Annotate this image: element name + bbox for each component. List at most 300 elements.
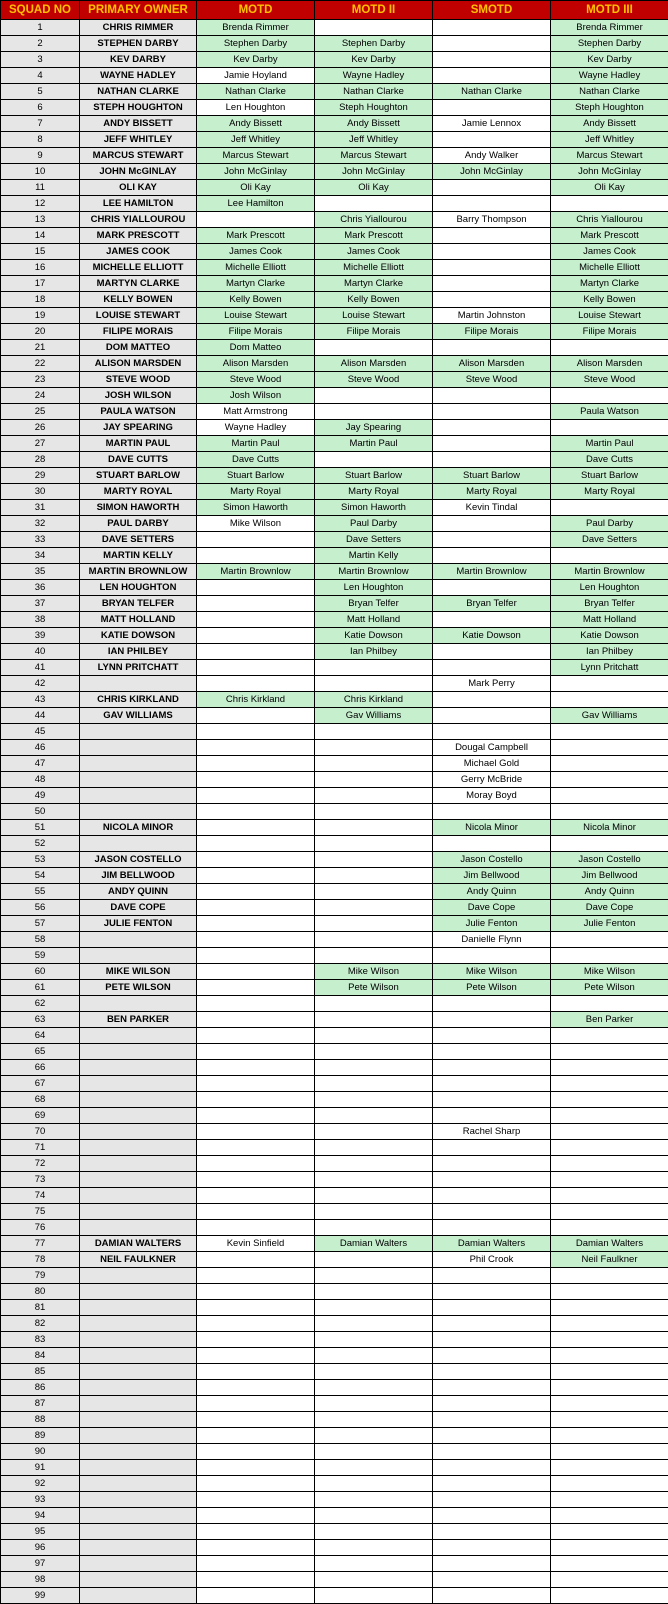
primary-owner-cell[interactable]: STEPHEN DARBY	[80, 36, 197, 52]
motd-iii-cell[interactable]	[551, 788, 668, 804]
motd-cell[interactable]	[197, 756, 315, 772]
squad-no-cell[interactable]: 68	[1, 1092, 80, 1108]
motd-ii-cell[interactable]	[315, 1460, 433, 1476]
motd-ii-cell[interactable]: Stuart Barlow	[315, 468, 433, 484]
motd-cell[interactable]	[197, 1044, 315, 1060]
primary-owner-cell[interactable]: STEPH HOUGHTON	[80, 100, 197, 116]
primary-owner-cell[interactable]	[80, 1124, 197, 1140]
smotd-cell[interactable]: Michael Gold	[433, 756, 551, 772]
motd-cell[interactable]	[197, 1492, 315, 1508]
smotd-cell[interactable]	[433, 804, 551, 820]
motd-iii-cell[interactable]: Nicola Minor	[551, 820, 668, 836]
motd-iii-cell[interactable]	[551, 932, 668, 948]
smotd-cell[interactable]: Julie Fenton	[433, 916, 551, 932]
squad-no-cell[interactable]: 97	[1, 1556, 80, 1572]
motd-iii-cell[interactable]	[551, 1028, 668, 1044]
smotd-cell[interactable]: Phil Crook	[433, 1252, 551, 1268]
squad-no-cell[interactable]: 52	[1, 836, 80, 852]
motd-iii-cell[interactable]	[551, 676, 668, 692]
smotd-cell[interactable]	[433, 580, 551, 596]
smotd-cell[interactable]	[433, 1524, 551, 1540]
squad-no-cell[interactable]: 46	[1, 740, 80, 756]
motd-iii-cell[interactable]	[551, 1588, 668, 1604]
smotd-cell[interactable]	[433, 1588, 551, 1604]
squad-no-cell[interactable]: 72	[1, 1156, 80, 1172]
primary-owner-cell[interactable]: STEVE WOOD	[80, 372, 197, 388]
motd-ii-cell[interactable]: Matt Holland	[315, 612, 433, 628]
smotd-cell[interactable]	[433, 1076, 551, 1092]
motd-iii-cell[interactable]	[551, 836, 668, 852]
smotd-cell[interactable]: Martin Brownlow	[433, 564, 551, 580]
smotd-cell[interactable]	[433, 708, 551, 724]
motd-ii-cell[interactable]	[315, 1572, 433, 1588]
squad-no-cell[interactable]: 61	[1, 980, 80, 996]
motd-iii-cell[interactable]: Len Houghton	[551, 580, 668, 596]
squad-no-cell[interactable]: 74	[1, 1188, 80, 1204]
motd-ii-cell[interactable]	[315, 756, 433, 772]
squad-no-cell[interactable]: 56	[1, 900, 80, 916]
primary-owner-cell[interactable]	[80, 788, 197, 804]
motd-ii-cell[interactable]	[315, 1044, 433, 1060]
squad-no-cell[interactable]: 95	[1, 1524, 80, 1540]
motd-iii-cell[interactable]	[551, 1140, 668, 1156]
smotd-cell[interactable]: Jim Bellwood	[433, 868, 551, 884]
squad-no-cell[interactable]: 33	[1, 532, 80, 548]
motd-ii-cell[interactable]: Ian Philbey	[315, 644, 433, 660]
squad-no-cell[interactable]: 28	[1, 452, 80, 468]
primary-owner-cell[interactable]	[80, 1044, 197, 1060]
motd-ii-cell[interactable]	[315, 852, 433, 868]
primary-owner-cell[interactable]	[80, 1028, 197, 1044]
primary-owner-cell[interactable]: JAMES COOK	[80, 244, 197, 260]
motd-cell[interactable]	[197, 1588, 315, 1604]
smotd-cell[interactable]	[433, 996, 551, 1012]
squad-no-cell[interactable]: 71	[1, 1140, 80, 1156]
motd-ii-cell[interactable]	[315, 868, 433, 884]
smotd-cell[interactable]	[433, 68, 551, 84]
squad-no-cell[interactable]: 23	[1, 372, 80, 388]
motd-cell[interactable]	[197, 884, 315, 900]
primary-owner-cell[interactable]: KATIE DOWSON	[80, 628, 197, 644]
motd-iii-cell[interactable]: Filipe Morais	[551, 324, 668, 340]
motd-ii-cell[interactable]	[315, 804, 433, 820]
smotd-cell[interactable]	[433, 36, 551, 52]
motd-cell[interactable]	[197, 1252, 315, 1268]
motd-iii-cell[interactable]: Jim Bellwood	[551, 868, 668, 884]
motd-ii-cell[interactable]	[315, 820, 433, 836]
primary-owner-cell[interactable]: PETE WILSON	[80, 980, 197, 996]
smotd-cell[interactable]: Pete Wilson	[433, 980, 551, 996]
motd-cell[interactable]: Andy Bissett	[197, 116, 315, 132]
squad-no-cell[interactable]: 88	[1, 1412, 80, 1428]
squad-no-cell[interactable]: 37	[1, 596, 80, 612]
smotd-cell[interactable]	[433, 1268, 551, 1284]
squad-no-cell[interactable]: 90	[1, 1444, 80, 1460]
motd-ii-cell[interactable]	[315, 1252, 433, 1268]
motd-ii-cell[interactable]: James Cook	[315, 244, 433, 260]
squad-no-cell[interactable]: 76	[1, 1220, 80, 1236]
squad-no-cell[interactable]: 89	[1, 1428, 80, 1444]
primary-owner-cell[interactable]: LEE HAMILTON	[80, 196, 197, 212]
motd-ii-cell[interactable]	[315, 20, 433, 36]
motd-cell[interactable]	[197, 804, 315, 820]
motd-ii-cell[interactable]: Stephen Darby	[315, 36, 433, 52]
motd-iii-cell[interactable]	[551, 1444, 668, 1460]
motd-iii-cell[interactable]	[551, 1284, 668, 1300]
primary-owner-cell[interactable]	[80, 1092, 197, 1108]
primary-owner-cell[interactable]: IAN PHILBEY	[80, 644, 197, 660]
motd-iii-cell[interactable]	[551, 1524, 668, 1540]
squad-no-cell[interactable]: 19	[1, 308, 80, 324]
primary-owner-cell[interactable]	[80, 1140, 197, 1156]
motd-ii-cell[interactable]	[315, 1300, 433, 1316]
smotd-cell[interactable]	[433, 100, 551, 116]
primary-owner-cell[interactable]: DAVE SETTERS	[80, 532, 197, 548]
motd-cell[interactable]	[197, 1284, 315, 1300]
squad-no-cell[interactable]: 50	[1, 804, 80, 820]
squad-no-cell[interactable]: 42	[1, 676, 80, 692]
squad-no-cell[interactable]: 92	[1, 1476, 80, 1492]
squad-no-cell[interactable]: 16	[1, 260, 80, 276]
primary-owner-cell[interactable]: SIMON HAWORTH	[80, 500, 197, 516]
primary-owner-cell[interactable]: FILIPE MORAIS	[80, 324, 197, 340]
motd-cell[interactable]: Filipe Morais	[197, 324, 315, 340]
motd-iii-cell[interactable]	[551, 1492, 668, 1508]
smotd-cell[interactable]: Alison Marsden	[433, 356, 551, 372]
motd-ii-cell[interactable]	[315, 1028, 433, 1044]
smotd-cell[interactable]	[433, 20, 551, 36]
squad-no-cell[interactable]: 38	[1, 612, 80, 628]
motd-iii-cell[interactable]	[551, 420, 668, 436]
primary-owner-cell[interactable]	[80, 1556, 197, 1572]
motd-iii-cell[interactable]	[551, 1396, 668, 1412]
motd-ii-cell[interactable]: Kelly Bowen	[315, 292, 433, 308]
primary-owner-cell[interactable]: NATHAN CLARKE	[80, 84, 197, 100]
smotd-cell[interactable]	[433, 1316, 551, 1332]
motd-ii-cell[interactable]	[315, 196, 433, 212]
motd-iii-cell[interactable]	[551, 1428, 668, 1444]
motd-iii-cell[interactable]: Marty Royal	[551, 484, 668, 500]
motd-ii-cell[interactable]: Len Houghton	[315, 580, 433, 596]
primary-owner-cell[interactable]: WAYNE HADLEY	[80, 68, 197, 84]
smotd-cell[interactable]	[433, 1412, 551, 1428]
motd-ii-cell[interactable]	[315, 1204, 433, 1220]
motd-iii-cell[interactable]	[551, 1172, 668, 1188]
header-motd-iii[interactable]: MOTD III	[551, 1, 668, 20]
smotd-cell[interactable]	[433, 1204, 551, 1220]
primary-owner-cell[interactable]	[80, 1220, 197, 1236]
squad-no-cell[interactable]: 39	[1, 628, 80, 644]
motd-ii-cell[interactable]: Marty Royal	[315, 484, 433, 500]
smotd-cell[interactable]	[433, 548, 551, 564]
motd-cell[interactable]: James Cook	[197, 244, 315, 260]
motd-ii-cell[interactable]	[315, 740, 433, 756]
motd-ii-cell[interactable]	[315, 1172, 433, 1188]
motd-ii-cell[interactable]	[315, 1124, 433, 1140]
motd-cell[interactable]	[197, 212, 315, 228]
squad-no-cell[interactable]: 25	[1, 404, 80, 420]
primary-owner-cell[interactable]	[80, 1444, 197, 1460]
smotd-cell[interactable]	[433, 1140, 551, 1156]
motd-ii-cell[interactable]	[315, 660, 433, 676]
smotd-cell[interactable]	[433, 1220, 551, 1236]
squad-no-cell[interactable]: 1	[1, 20, 80, 36]
squad-no-cell[interactable]: 14	[1, 228, 80, 244]
smotd-cell[interactable]	[433, 1556, 551, 1572]
squad-no-cell[interactable]: 44	[1, 708, 80, 724]
motd-cell[interactable]: Martin Paul	[197, 436, 315, 452]
motd-ii-cell[interactable]	[315, 1524, 433, 1540]
motd-iii-cell[interactable]	[551, 1300, 668, 1316]
motd-cell[interactable]	[197, 932, 315, 948]
primary-owner-cell[interactable]: BRYAN TELFER	[80, 596, 197, 612]
motd-ii-cell[interactable]: Filipe Morais	[315, 324, 433, 340]
motd-ii-cell[interactable]: Alison Marsden	[315, 356, 433, 372]
primary-owner-cell[interactable]: JAY SPEARING	[80, 420, 197, 436]
squad-no-cell[interactable]: 36	[1, 580, 80, 596]
motd-iii-cell[interactable]	[551, 1092, 668, 1108]
primary-owner-cell[interactable]: ANDY BISSETT	[80, 116, 197, 132]
primary-owner-cell[interactable]	[80, 1412, 197, 1428]
motd-iii-cell[interactable]	[551, 996, 668, 1012]
motd-cell[interactable]: Stuart Barlow	[197, 468, 315, 484]
squad-no-cell[interactable]: 8	[1, 132, 80, 148]
header-motd[interactable]: MOTD	[197, 1, 315, 20]
motd-ii-cell[interactable]: John McGinlay	[315, 164, 433, 180]
motd-iii-cell[interactable]	[551, 756, 668, 772]
primary-owner-cell[interactable]	[80, 836, 197, 852]
motd-cell[interactable]	[197, 1204, 315, 1220]
smotd-cell[interactable]: Marty Royal	[433, 484, 551, 500]
motd-ii-cell[interactable]: Bryan Telfer	[315, 596, 433, 612]
smotd-cell[interactable]	[433, 1108, 551, 1124]
motd-ii-cell[interactable]	[315, 388, 433, 404]
squad-no-cell[interactable]: 41	[1, 660, 80, 676]
motd-ii-cell[interactable]	[315, 340, 433, 356]
motd-cell[interactable]	[197, 1428, 315, 1444]
motd-iii-cell[interactable]	[551, 1380, 668, 1396]
motd-cell[interactable]	[197, 708, 315, 724]
motd-cell[interactable]	[197, 1412, 315, 1428]
motd-ii-cell[interactable]	[315, 916, 433, 932]
primary-owner-cell[interactable]: PAUL DARBY	[80, 516, 197, 532]
motd-iii-cell[interactable]: Ian Philbey	[551, 644, 668, 660]
motd-iii-cell[interactable]: Paul Darby	[551, 516, 668, 532]
header-squad-no[interactable]: SQUAD NO	[1, 1, 80, 20]
primary-owner-cell[interactable]: KELLY BOWEN	[80, 292, 197, 308]
motd-iii-cell[interactable]	[551, 1076, 668, 1092]
primary-owner-cell[interactable]: MARTIN KELLY	[80, 548, 197, 564]
motd-cell[interactable]	[197, 1332, 315, 1348]
motd-cell[interactable]: Mike Wilson	[197, 516, 315, 532]
motd-cell[interactable]: Kelly Bowen	[197, 292, 315, 308]
squad-no-cell[interactable]: 67	[1, 1076, 80, 1092]
motd-iii-cell[interactable]	[551, 692, 668, 708]
motd-cell[interactable]	[197, 1220, 315, 1236]
motd-ii-cell[interactable]: Marcus Stewart	[315, 148, 433, 164]
smotd-cell[interactable]	[433, 1492, 551, 1508]
motd-ii-cell[interactable]	[315, 948, 433, 964]
primary-owner-cell[interactable]: ANDY QUINN	[80, 884, 197, 900]
motd-iii-cell[interactable]: Mike Wilson	[551, 964, 668, 980]
squad-no-cell[interactable]: 62	[1, 996, 80, 1012]
smotd-cell[interactable]: Dave Cope	[433, 900, 551, 916]
primary-owner-cell[interactable]: KEV DARBY	[80, 52, 197, 68]
smotd-cell[interactable]	[433, 420, 551, 436]
squad-no-cell[interactable]: 73	[1, 1172, 80, 1188]
squad-no-cell[interactable]: 87	[1, 1396, 80, 1412]
motd-cell[interactable]: Kev Darby	[197, 52, 315, 68]
motd-ii-cell[interactable]	[315, 1476, 433, 1492]
motd-cell[interactable]	[197, 724, 315, 740]
motd-ii-cell[interactable]: Kev Darby	[315, 52, 433, 68]
motd-cell[interactable]	[197, 532, 315, 548]
smotd-cell[interactable]	[433, 1396, 551, 1412]
motd-iii-cell[interactable]: Michelle Elliott	[551, 260, 668, 276]
primary-owner-cell[interactable]	[80, 1188, 197, 1204]
motd-ii-cell[interactable]: Nathan Clarke	[315, 84, 433, 100]
motd-cell[interactable]: John McGinlay	[197, 164, 315, 180]
primary-owner-cell[interactable]: JEFF WHITLEY	[80, 132, 197, 148]
squad-no-cell[interactable]: 45	[1, 724, 80, 740]
motd-cell[interactable]	[197, 1124, 315, 1140]
motd-iii-cell[interactable]: Matt Holland	[551, 612, 668, 628]
smotd-cell[interactable]	[433, 436, 551, 452]
motd-ii-cell[interactable]: Mike Wilson	[315, 964, 433, 980]
smotd-cell[interactable]	[433, 644, 551, 660]
motd-cell[interactable]	[197, 548, 315, 564]
primary-owner-cell[interactable]	[80, 948, 197, 964]
primary-owner-cell[interactable]: GAV WILLIAMS	[80, 708, 197, 724]
motd-ii-cell[interactable]: Martin Kelly	[315, 548, 433, 564]
squad-no-cell[interactable]: 4	[1, 68, 80, 84]
primary-owner-cell[interactable]	[80, 1380, 197, 1396]
squad-no-cell[interactable]: 83	[1, 1332, 80, 1348]
motd-iii-cell[interactable]: Dave Cope	[551, 900, 668, 916]
squad-no-cell[interactable]: 59	[1, 948, 80, 964]
motd-ii-cell[interactable]: Andy Bissett	[315, 116, 433, 132]
motd-ii-cell[interactable]: Katie Dowson	[315, 628, 433, 644]
primary-owner-cell[interactable]	[80, 1364, 197, 1380]
motd-ii-cell[interactable]: Gav Williams	[315, 708, 433, 724]
squad-no-cell[interactable]: 82	[1, 1316, 80, 1332]
motd-cell[interactable]	[197, 820, 315, 836]
smotd-cell[interactable]: Kevin Tindal	[433, 500, 551, 516]
squad-no-cell[interactable]: 18	[1, 292, 80, 308]
motd-ii-cell[interactable]	[315, 1284, 433, 1300]
motd-cell[interactable]	[197, 1268, 315, 1284]
motd-ii-cell[interactable]	[315, 1412, 433, 1428]
motd-ii-cell[interactable]	[315, 1060, 433, 1076]
smotd-cell[interactable]	[433, 180, 551, 196]
squad-no-cell[interactable]: 98	[1, 1572, 80, 1588]
motd-iii-cell[interactable]: Gav Williams	[551, 708, 668, 724]
smotd-cell[interactable]: Danielle Flynn	[433, 932, 551, 948]
motd-ii-cell[interactable]	[315, 772, 433, 788]
motd-ii-cell[interactable]	[315, 1556, 433, 1572]
primary-owner-cell[interactable]: JOHN McGINLAY	[80, 164, 197, 180]
motd-iii-cell[interactable]	[551, 196, 668, 212]
motd-iii-cell[interactable]	[551, 1348, 668, 1364]
motd-iii-cell[interactable]: Martin Brownlow	[551, 564, 668, 580]
motd-iii-cell[interactable]	[551, 1412, 668, 1428]
motd-ii-cell[interactable]	[315, 884, 433, 900]
squad-no-cell[interactable]: 40	[1, 644, 80, 660]
squad-no-cell[interactable]: 13	[1, 212, 80, 228]
motd-ii-cell[interactable]: Martyn Clarke	[315, 276, 433, 292]
primary-owner-cell[interactable]: ALISON MARSDEN	[80, 356, 197, 372]
primary-owner-cell[interactable]: CHRIS YIALLOUROU	[80, 212, 197, 228]
primary-owner-cell[interactable]	[80, 1540, 197, 1556]
smotd-cell[interactable]	[433, 340, 551, 356]
motd-iii-cell[interactable]: Stuart Barlow	[551, 468, 668, 484]
motd-ii-cell[interactable]	[315, 1156, 433, 1172]
motd-cell[interactable]	[197, 1188, 315, 1204]
squad-no-cell[interactable]: 94	[1, 1508, 80, 1524]
motd-iii-cell[interactable]	[551, 772, 668, 788]
smotd-cell[interactable]	[433, 1060, 551, 1076]
motd-iii-cell[interactable]	[551, 500, 668, 516]
primary-owner-cell[interactable]: MARTYN CLARKE	[80, 276, 197, 292]
squad-no-cell[interactable]: 64	[1, 1028, 80, 1044]
motd-ii-cell[interactable]	[315, 1492, 433, 1508]
motd-ii-cell[interactable]: Chris Yiallourou	[315, 212, 433, 228]
motd-cell[interactable]: Dom Matteo	[197, 340, 315, 356]
smotd-cell[interactable]: Stuart Barlow	[433, 468, 551, 484]
smotd-cell[interactable]: Dougal Campbell	[433, 740, 551, 756]
motd-ii-cell[interactable]	[315, 1012, 433, 1028]
smotd-cell[interactable]	[433, 228, 551, 244]
motd-cell[interactable]	[197, 1348, 315, 1364]
motd-cell[interactable]: Nathan Clarke	[197, 84, 315, 100]
motd-iii-cell[interactable]: Ben Parker	[551, 1012, 668, 1028]
smotd-cell[interactable]: Jamie Lennox	[433, 116, 551, 132]
smotd-cell[interactable]	[433, 612, 551, 628]
motd-cell[interactable]	[197, 1316, 315, 1332]
motd-iii-cell[interactable]	[551, 1124, 668, 1140]
motd-cell[interactable]: Marty Royal	[197, 484, 315, 500]
squad-no-cell[interactable]: 12	[1, 196, 80, 212]
smotd-cell[interactable]	[433, 948, 551, 964]
smotd-cell[interactable]	[433, 724, 551, 740]
primary-owner-cell[interactable]	[80, 932, 197, 948]
smotd-cell[interactable]: Mark Perry	[433, 676, 551, 692]
squad-no-cell[interactable]: 27	[1, 436, 80, 452]
squad-no-cell[interactable]: 9	[1, 148, 80, 164]
motd-cell[interactable]	[197, 612, 315, 628]
motd-ii-cell[interactable]: Michelle Elliott	[315, 260, 433, 276]
motd-iii-cell[interactable]: Andy Bissett	[551, 116, 668, 132]
motd-cell[interactable]: Jamie Hoyland	[197, 68, 315, 84]
motd-ii-cell[interactable]	[315, 1508, 433, 1524]
primary-owner-cell[interactable]: JOSH WILSON	[80, 388, 197, 404]
motd-ii-cell[interactable]: Martin Brownlow	[315, 564, 433, 580]
motd-iii-cell[interactable]: Stephen Darby	[551, 36, 668, 52]
smotd-cell[interactable]	[433, 692, 551, 708]
motd-ii-cell[interactable]	[315, 1396, 433, 1412]
primary-owner-cell[interactable]	[80, 724, 197, 740]
motd-ii-cell[interactable]	[315, 404, 433, 420]
motd-iii-cell[interactable]: Bryan Telfer	[551, 596, 668, 612]
squad-no-cell[interactable]: 17	[1, 276, 80, 292]
squad-no-cell[interactable]: 35	[1, 564, 80, 580]
primary-owner-cell[interactable]	[80, 1108, 197, 1124]
motd-cell[interactable]	[197, 1300, 315, 1316]
motd-cell[interactable]	[197, 1092, 315, 1108]
motd-cell[interactable]	[197, 996, 315, 1012]
motd-ii-cell[interactable]: Martin Paul	[315, 436, 433, 452]
smotd-cell[interactable]	[433, 452, 551, 468]
